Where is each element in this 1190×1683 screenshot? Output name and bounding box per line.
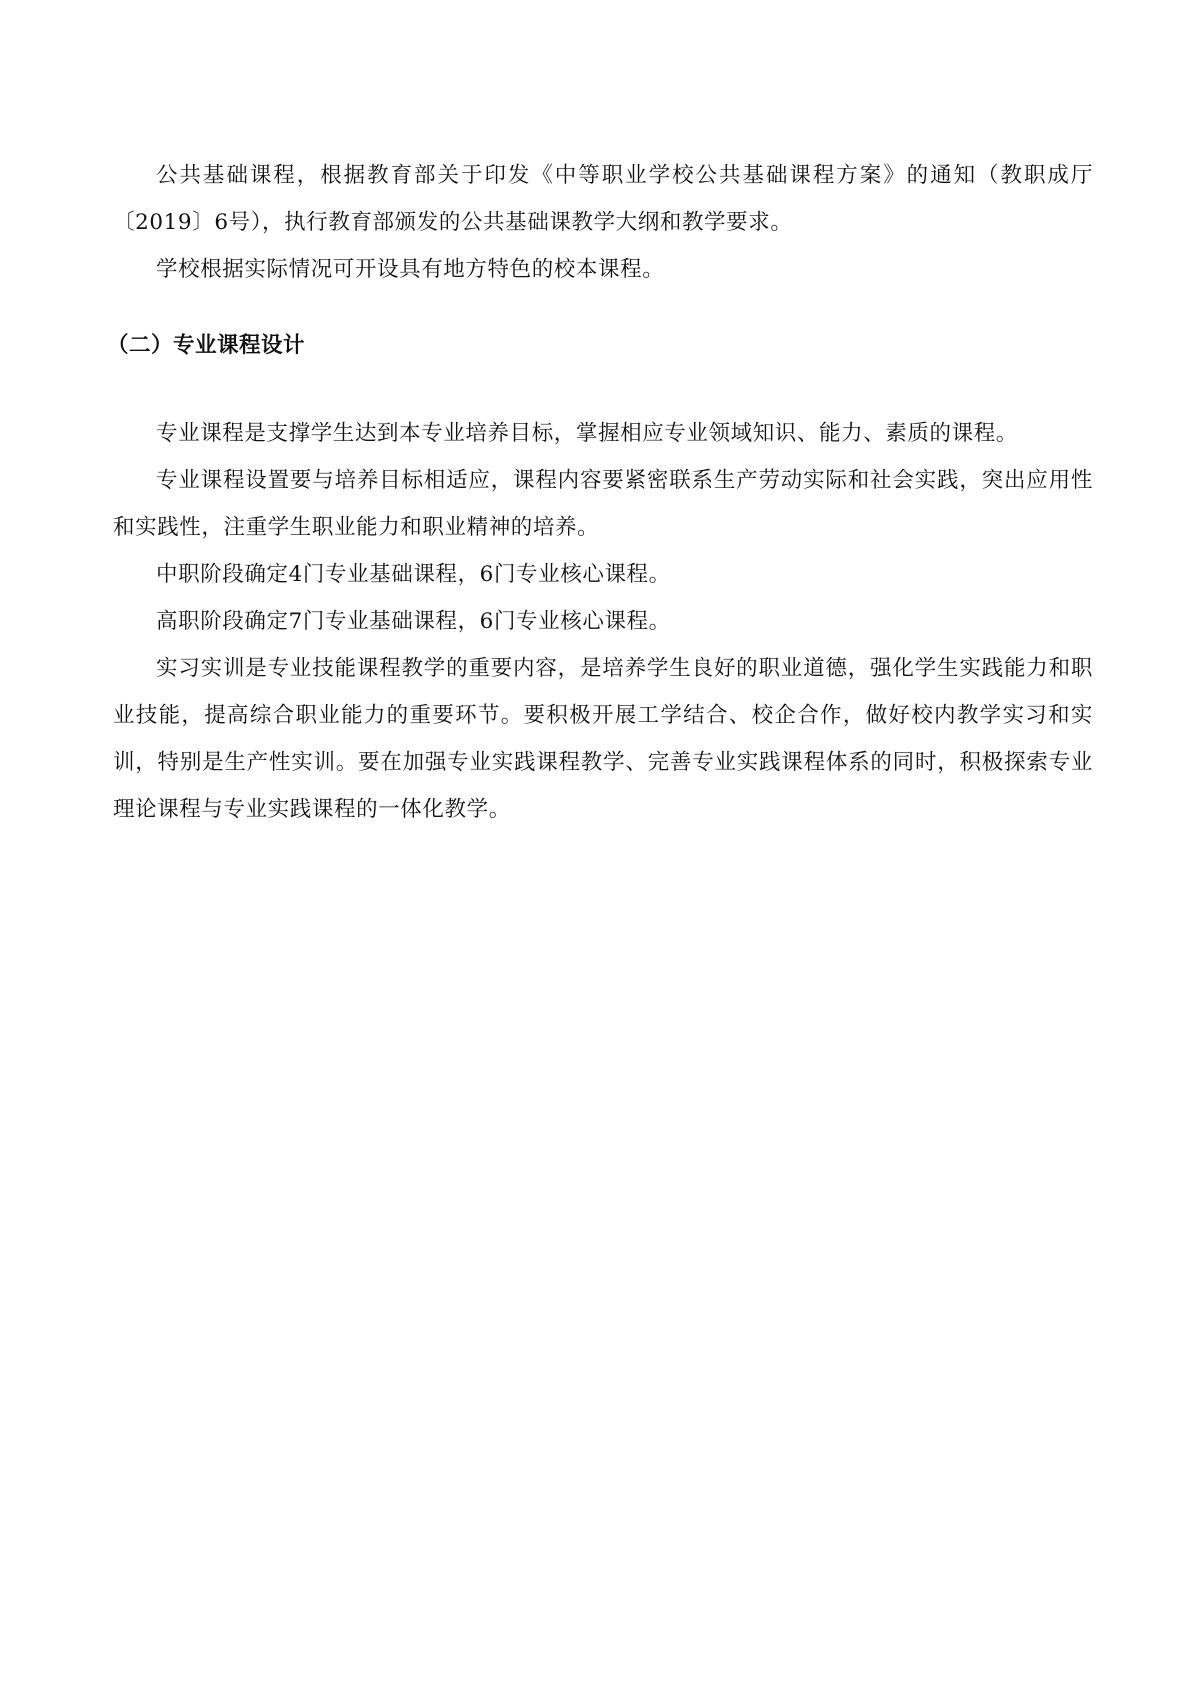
paragraph-professional-courses: 专业课程是支撑学生达到本专业培养目标，掌握相应专业领域知识、能力、素质的课程。 [156,421,1018,446]
paragraph-secondary-stage: 中职阶段确定4门专业基础课程，6门专业核心课程。 [156,562,671,587]
paragraph-public-courses: 公共基础课程，根据教育部关于印发《中等职业学校公共基础课程方案》的通知（教职成厅〔2019〕6号），执行教育部颁发的公共基础课教学大纲和教学要求。 [113,163,1093,235]
paragraph-higher-stage: 高职阶段确定7门专业基础课程，6门专业核心课程。 [156,609,671,634]
document-body [107,152,1093,833]
section-heading: （二）专业课程设计 [107,333,306,358]
paragraph-school-courses: 学校根据实际情况可开设具有地方特色的校本课程。 [156,257,665,282]
paragraph-course-settings: 专业课程设置要与培养目标相适应，课程内容要紧密联系生产劳动实际和社会实践，突出应用性和实践性，注重学生职业能力和职业精神的培养。 [113,468,1093,540]
paragraph-internship-training: 实习实训是专业技能课程教学的重要内容，是培养学生良好的职业道德，强化学生实践能力和职业技能，提高综合职业能力的重要环节。要积极开展工学结合、校企合作，做好校内教学实习和实训，特别是生产性实训。要在加强专业实践课程教学、完善专业实践课程体系的同时，积极探索专业理论课程与专业实践课程的一体化教学。 [113,656,1093,822]
